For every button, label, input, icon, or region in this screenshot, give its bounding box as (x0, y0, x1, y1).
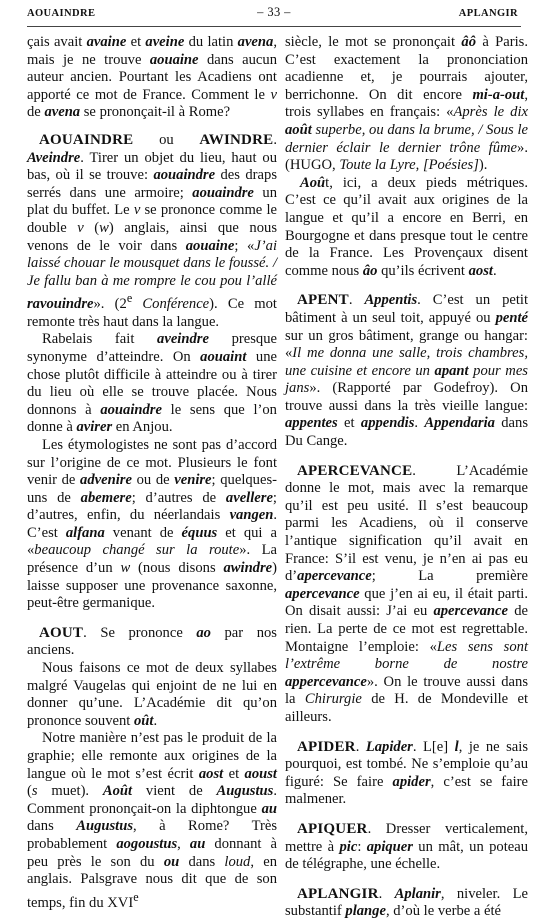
paragraph: çais avait avaine et aveine du latin avena, mais je ne trouve aouaine dans aucun auteur ancien. Pourtant les Acadiens ont apporté ce mot de France. Comment le v de avena se prononçait-il à Rome? (27, 34, 277, 121)
left-column (27, 34, 277, 912)
paragraph: Rabelais fait aveindre presque synonyme d’atteindre. On aouaint une chose plutôt difficile à atteindre ou à tirer du lieu où elle se trouve placée. Nous donnons à aouaindre le sens que l’on donne à avirer en Anjou. (27, 331, 277, 436)
entry-apercevance: APERCEVANCE. L’Académie donne le mot, mais avec la remarque qu’il est peu usité. Il s’est beaucoup parmi les Acadiens, où il conserve l’antique signification qu’il avait en France: S’il est venu, je n’en ai pas eu d’apercevance; La première apercevance que j’en ai eu, il était parti. On disait aussi: J’ai eu apercevance de rien. La perte de ce mot est regrettable. Montaigne l’emploie: «Les sens sont l’extrême borne de nostre appercevance». On le trouve aussi dans la Chirurgie de H. de Mondeville et ailleurs. (285, 462, 529, 725)
paragraph: Les étymologistes ne sont pas d’accord sur l’origine de ce mot. Plusieurs le font venir de advenire ou de venire; quelques-uns de abemere; d’autres de avellere; d’autres, enfin, du néerlandais vangen. C’est alfana venant de équus et qui a «beaucoup changé sur la route». La présence d’un w (nous disons awindre) laisse supposer une provenance saxonne, peut-être germanique. (27, 436, 278, 612)
paragraph: siècle, le mot se prononçait âô à Paris. C’est exactement la prononciation acadienne et, je pourrais ajouter, berrichonne. On dit encore mi-a-out, trois syllabes en français: «Après le dix août superbe, ou dans la brume, / Sous le dernier éclair le dernier trône fûme». (HUGO, Toute la Lyre, [Poésies]). (285, 34, 528, 174)
entry-aplangir: APLANGIR. Aplanir, niveler. Le substantif plange, d’où le verbe a été (285, 885, 528, 920)
paragraph: Août, ici, a deux pieds métriques. C’est ce qu’il avait aux origines de la langue et qu’il a encore en Berri, en Bourgogne et dans presque tout le centre de la France. Les Provençaux disent comme nous âo qu’ils écrivent aost. (285, 174, 528, 279)
entry-aouaindre: AOUAINDRE ou AWINDRE. Aveindre. Tirer un objet du lieu, haut ou bas, où il se trouve: aouaindre des draps serrés dans une armoire; aouaindre un plat du buffet. Le v se prononce comme le double v (w) anglais, ainsi que nous venons de le voir dans aouaine; «J’ai laissé chouar le mousquet dans le foussé. / Je fallu ban à me rompre le cou pou l’allé ravouindre». (2e Conférence). Ce mot remonte très haut dans la langue. (27, 131, 278, 330)
entry-apiquer: APIQUER. Dresser verticalement, mettre à pic: apiquer un mât, un poteau de télégraphe, une échelle. (285, 820, 528, 873)
running-head-right: APLANGIR (458, 8, 518, 19)
page-number: – 33 – (257, 5, 291, 19)
paragraph: Notre manière n’est pas le produit de la graphie; elle remonte aux origines de la langue où le mot s’est écrit aost et aoust (s muet). Août vient de Augustus. Comment prononçait-on la diphtongue au dans Augustus, à Rome? Très probablement aogoustus, au donnant à peu près le son du ou dans loud, en anglais. Palsgrave nous dit que de son temps, fin du XVIe (27, 730, 278, 911)
entry-apent: APENT. Appentis. C’est un petit bâtiment à un seul toit, appuyé ou penté sur un gros bâtiment, grange ou hangar: «Il me donna une salle, trois chambres, une cuisine et encore un apant pour mes jans». (Rapporté par Godefroy). On trouve aussi dans la très vieille langue: appentes et appendis. Appendaria dans Du Cange. (285, 292, 529, 450)
entry-apider: APIDER. Lapider. L[e] l, je ne sais pourquoi, est tombé. Ne s’emploie qu’au figuré: Se faire apider, c’est se faire malmener. (285, 738, 529, 808)
header-rule (27, 26, 521, 27)
running-head-left: AOUAINDRE (27, 8, 96, 19)
paragraph: Nous faisons ce mot de deux syllabes malgré Vaugelas qui enjoint de ne lui en donner qu’une. L’Académie dit qu’on prononce souvent oût. (27, 660, 277, 729)
entry-aout: AOUT. Se prononce ao par nos anciens. (27, 624, 277, 659)
right-column (285, 34, 528, 921)
